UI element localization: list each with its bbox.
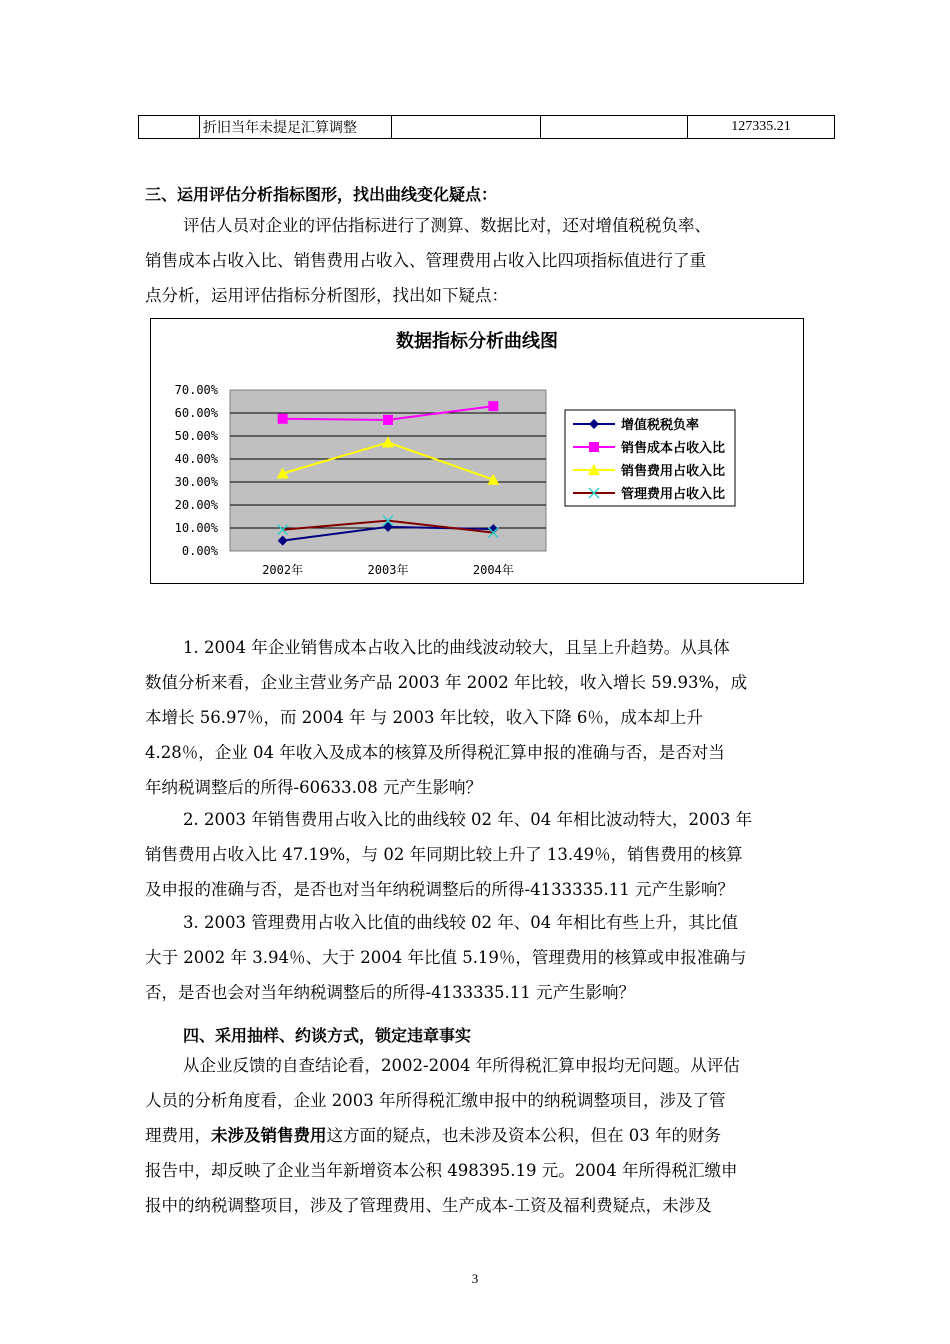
paragraph-line: 否，是否也会对当年纳税调整后的所得-4133335.11 元产生影响？ [145,983,636,1002]
paragraph-line: 3. 2003 管理费用占收入比值的曲线较 02 年、04 年相比有些上升，其比值 [183,913,738,932]
legend-label: 销售成本占收入比 [621,441,726,456]
paragraph-line: 点分析，运用评估指标分析图形，找出如下疑点： [145,286,508,305]
paragraph-line: 评估人员对企业的评估指标进行了测算、数据比对，还对增值税税负率、 [183,216,711,235]
bold-text-run: 未涉及销售费用 [211,1126,327,1145]
paragraph-line: 数值分析来看，企业主营业务产品 2003 年 2002 年比较，收入增长 59.93%，成 [145,673,748,692]
y-tick-label: 60.00% [174,406,218,420]
table-cell-item: 折旧当年未提足汇算调整 [200,116,392,139]
paragraph-line: 报告中，却反映了企业当年新增资本公积 498395.19 元。2004 年所得税汇缴申 [145,1161,738,1180]
legend-marker [589,442,599,452]
paragraph-line: 年纳税调整后的所得-60633.08 元产生影响？ [145,778,483,797]
x-tick-label: 2004年 [472,563,514,577]
text-run: 这方面的疑点，也未涉及资本公积，但在 03 年的财务 [326,1126,721,1145]
adjustment-table [138,115,835,139]
legend-label: 销售费用占收入比 [621,464,726,479]
table-cell-amount: 127335.21 [688,116,835,139]
table-cell [392,116,541,139]
y-tick-label: 50.00% [174,429,218,443]
paragraph-line: 大于 2002 年 3.94％、大于 2004 年比值 5.19％，管理费用的核算或申报准确与 [145,948,747,967]
x-tick-label: 2003年 [367,563,409,577]
paragraph-line: 1. 2004 年企业销售成本占收入比的曲线波动较大，且呈上升趋势。从具体 [183,638,730,657]
paragraph-line: 及申报的准确与否，是否也对当年纳税调整后的所得-4133335.11 元产生影响？ [145,880,735,899]
data-point [278,414,288,424]
paragraph-line: 报中的纳税调整项目，涉及了管理费用、生产成本-工资及福利费疑点，未涉及 [145,1196,712,1215]
x-tick-label: 2002年 [262,563,304,577]
chart-title: 数据指标分析曲线图 [396,331,558,352]
page-number: 3 [471,1271,479,1286]
paragraph-line: 人员的分析角度看，企业 2003 年所得税汇缴申报中的纳税调整项目，涉及了管 [145,1091,726,1110]
y-tick-label: 40.00% [174,452,218,466]
paragraph-line: 从企业反馈的自查结论看，2002-2004 年所得税汇算申报均无问题。从评估 [183,1056,740,1075]
paragraph-line: 销售费用占收入比 47.19%，与 02 年同期比较上升了 13.49％，销售费用的核算 [145,845,743,864]
y-tick-label: 20.00% [174,498,218,512]
table-cell [139,116,200,139]
paragraph-line: 销售成本占收入比、销售费用占收入、管理费用占收入比四项指标值进行了重 [145,251,706,270]
table-cell [541,116,688,139]
paragraph-line [145,1122,721,1146]
table-row [139,116,835,139]
data-point [488,401,498,411]
y-tick-label: 0.00% [181,544,218,558]
y-tick-label: 70.00% [174,383,218,397]
paragraph-line: 4.28％，企业 04 年收入及成本的核算及所得税汇算申报的准确与否，是否对当 [145,743,725,762]
y-tick-label: 10.00% [174,521,218,535]
paragraph-line: 本增长 56.97％，而 2004 年 与 2003 年比较，收入下降 6％，成本却上升 [145,708,703,727]
paragraph-line: 2. 2003 年销售费用占收入比的曲线较 02 年、04 年相比波动特大，2003 年 [183,810,753,829]
text-run: 理费用， [145,1126,211,1145]
section-3-heading: 三、运用评估分析指标图形，找出曲线变化疑点： [145,185,498,204]
legend-label: 管理费用占收入比 [621,487,726,502]
data-point [383,415,393,425]
chart-canvas [151,319,803,583]
y-tick-label: 30.00% [174,475,218,489]
section-4-heading: 四、采用抽样、约谈方式，锁定违章事实 [183,1026,472,1045]
line-chart [150,318,804,584]
legend-label: 增值税税负率 [621,418,700,433]
